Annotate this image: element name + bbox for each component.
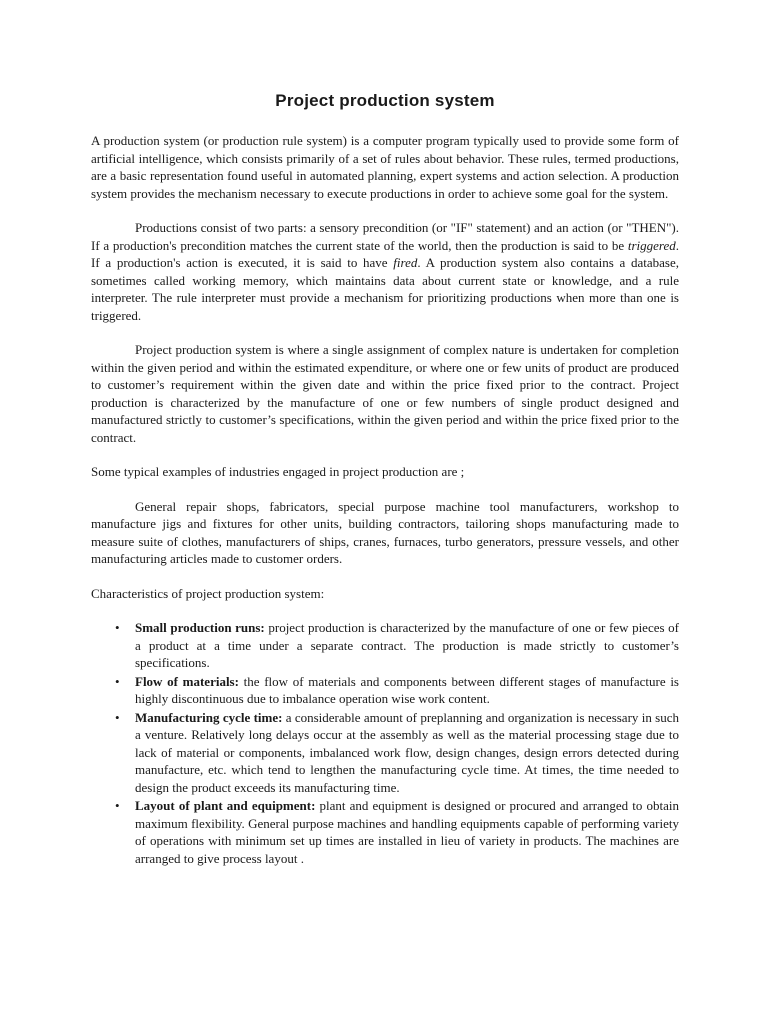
text-run: . If a production's action is executed, it is said to have [91, 237, 679, 270]
list-item-text: project production is characterized by the manufacture of one or few pieces of a product at a time under a separate contract. The production is made strictly to customer’s specifications. [135, 620, 679, 670]
list-item [91, 673, 679, 708]
bullet-icon: • [115, 620, 120, 635]
bullet-icon: • [115, 709, 120, 725]
page-title: Project production system [275, 91, 495, 110]
bullet-icon: • [115, 673, 120, 689]
list-item [91, 619, 679, 672]
document-body [91, 90, 679, 868]
characteristics-list [91, 619, 679, 867]
emphasis-fired: fired [393, 255, 418, 270]
list-item [91, 709, 679, 797]
list-item-text: a considerable amount of preplanning and organization is necessary in such a venture. Relatively long delays occur at the assembly as well as the material processing stage due to lack of material or components, imbalanced work flow, design changes, design errors detected during manufacture, etc. which tend to lengthen the manufacturing cycle time. At times, the time needed to design the product exceeds its manufacturing time. [135, 709, 679, 795]
bullet-icon: • [115, 798, 120, 813]
list-item-term: Manufacturing cycle time: [135, 709, 283, 725]
list-item-term: Small production runs: [135, 620, 265, 635]
paragraph-project-production: Project production system is where a single assignment of complex nature is undertaken for completion within the given period and within the estimated expenditure, or where one or few units of product are produced to customer’s requirement within the given date and within the price fixed prior to the contract. Project production is characterized by the manufacture of one or few numbers of single product designed and manufactured strictly to customer’s specifications, within the given period and within the price fixed prior to the contract. [91, 342, 679, 445]
text-run: . A production system also contains a database, sometimes called working memory, which maintains data about current state or knowledge, and a rule interpreter. The rule interpreter must provide a mechanism for prioritizing productions when more than one is triggered. [91, 255, 679, 323]
list-item-text: the flow of materials and components between different stages of manufacture is highly discontinuous due to imbalance operation wise work content. [135, 673, 679, 706]
text-run: Productions consist of two parts: a sensory precondition (or "IF" statement) and an action (or "THEN"). If a production's precondition matches the current state of the world, then the production is said to be [91, 220, 679, 253]
list-item-term: Flow of materials: [135, 673, 239, 689]
paragraph-examples: General repair shops, fabricators, special purpose machine tool manufacturers, workshop to manufacture jigs and fixtures for other units, building contractors, tailoring shops manufacturing made to measure suite of clothes, manufacturers of ships, cranes, furnaces, turbo generators, pressure vessels, and other manufacturing articles made to customer orders. [91, 498, 679, 566]
list-item-term: Layout of plant and equipment: [135, 798, 316, 813]
list-item-text: plant and equipment is designed or procured and arranged to obtain maximum flexibility. General purpose machines and handling equipments capable of performing variety of operations with minimum set up times are installed in lieu of variety in products. The machines are arranged to give process layout . [135, 798, 679, 866]
paragraph-characteristics-heading: Characteristics of project production system: [91, 585, 325, 601]
paragraph-examples-intro: Some typical examples of industries engaged in project production are ; [91, 464, 465, 479]
list-item [91, 797, 679, 867]
emphasis-triggered: triggered [627, 237, 676, 253]
paragraph-intro: A production system (or production rule system) is a computer program typically used to provide some form of artificial intelligence, which consists primarily of a set of rules about behavior. These rules, termed productions, are a basic representation found useful in automated planning, expert systems and action selection. A production system provides the mechanism necessary to execute productions in order to achieve some goal for the system. [91, 133, 679, 201]
paragraph-productions [91, 219, 679, 324]
